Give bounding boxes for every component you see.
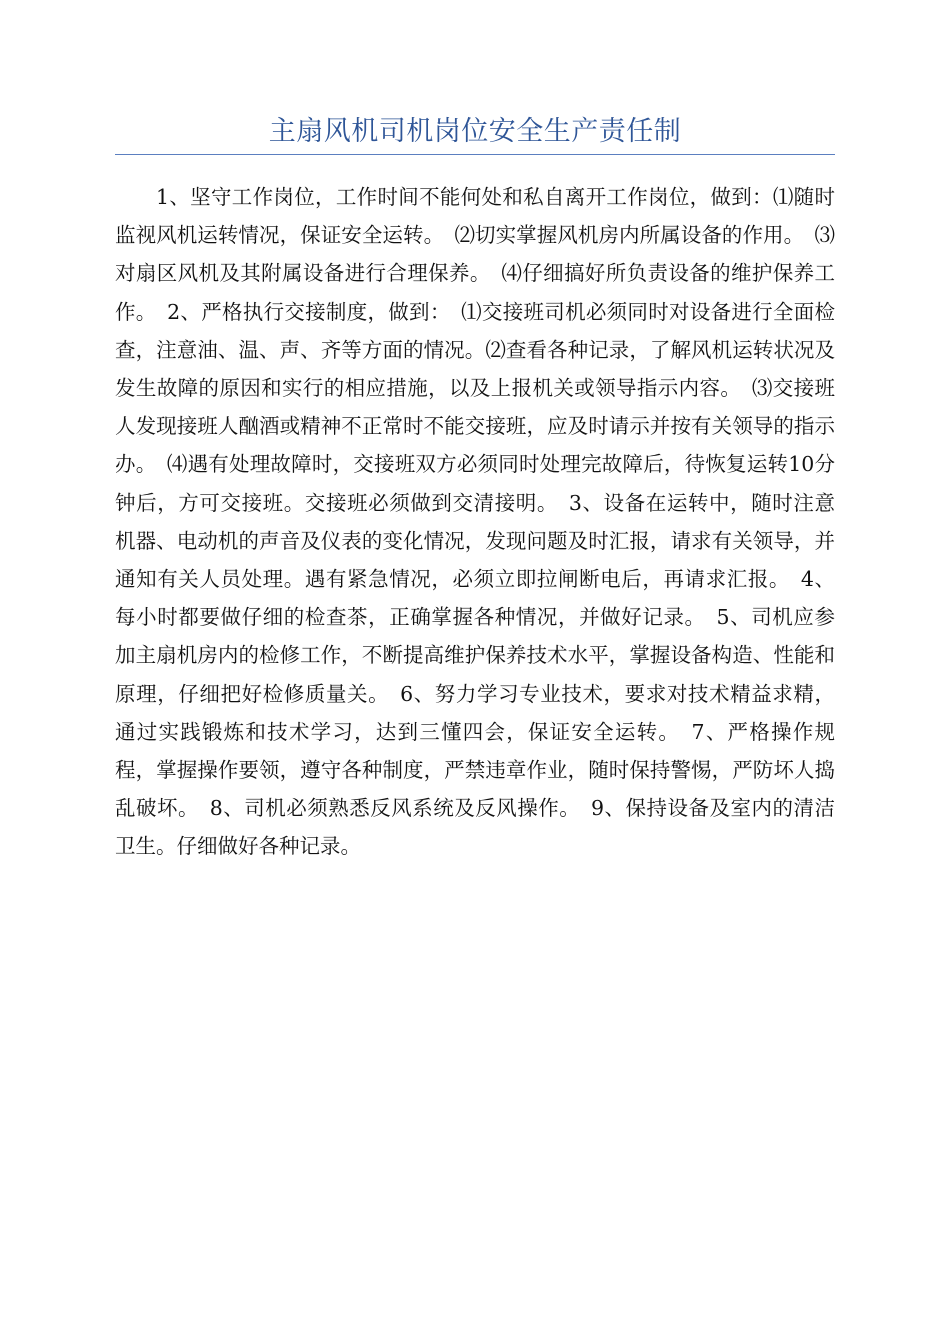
document-title: 主扇风机司机岗位安全生产责任制 bbox=[268, 116, 682, 147]
title-underline bbox=[115, 154, 835, 155]
document-body: 1、坚守工作岗位，工作时间不能何处和私自离开工作岗位，做到：⑴随时监视风机运转情况，保证安全运转。 ⑵切实掌握风机房内所属设备的作用。 ⑶对扇区风机及其附属设备进行合理保养。 ⑷仔细搞好所负责设备的维护保养工作。 2、严格执行交接制度，做到： ⑴交接班司机必须同时对设备进行全面检查，注意油、温、声、齐等方面的情况。⑵查看各种记录，了解风机运转状况及发生故障的原因和实行的相应措施，以及上报机关或领导指示内容。 ⑶交接班人发现接班人酗酒或精神不正常时不能交接班，应及时请示并按有关领导的指示办。 ⑷遇有处理故障时，交接班双方必须同时处理完故障后，待恢复运转10分钟后，方可交接班。交接班必须做到交清接明。 3、设备在运转中，随时注意机器、电动机的声音及仪表的变化情况，发现问题及时汇报，请求有关领导，并通知有关人员处理。遇有紧急情况，必须立即拉闸断电后，再请求汇报。 4、每小时都要做仔细的检查茶，正确掌握各种情况，并做好记录。 5、司机应参加主扇机房内的检修工作，不断提高维护保养技术水平，掌握设备构造、性能和原理，仔细把好检修质量关。 6、努力学习专业技术，要求对技术精益求精，通过实践锻炼和技术学习，达到三懂四会，保证安全运转。 7、严格操作规程，掌握操作要领，遵守各种制度，严禁违章作业，随时保持警惕，严防坏人捣乱破坏。 8、司机必须熟悉反风系统及反风操作。 9、保持设备及室内的清洁卫生。仔细做好各种记录。 bbox=[115, 185, 835, 859]
